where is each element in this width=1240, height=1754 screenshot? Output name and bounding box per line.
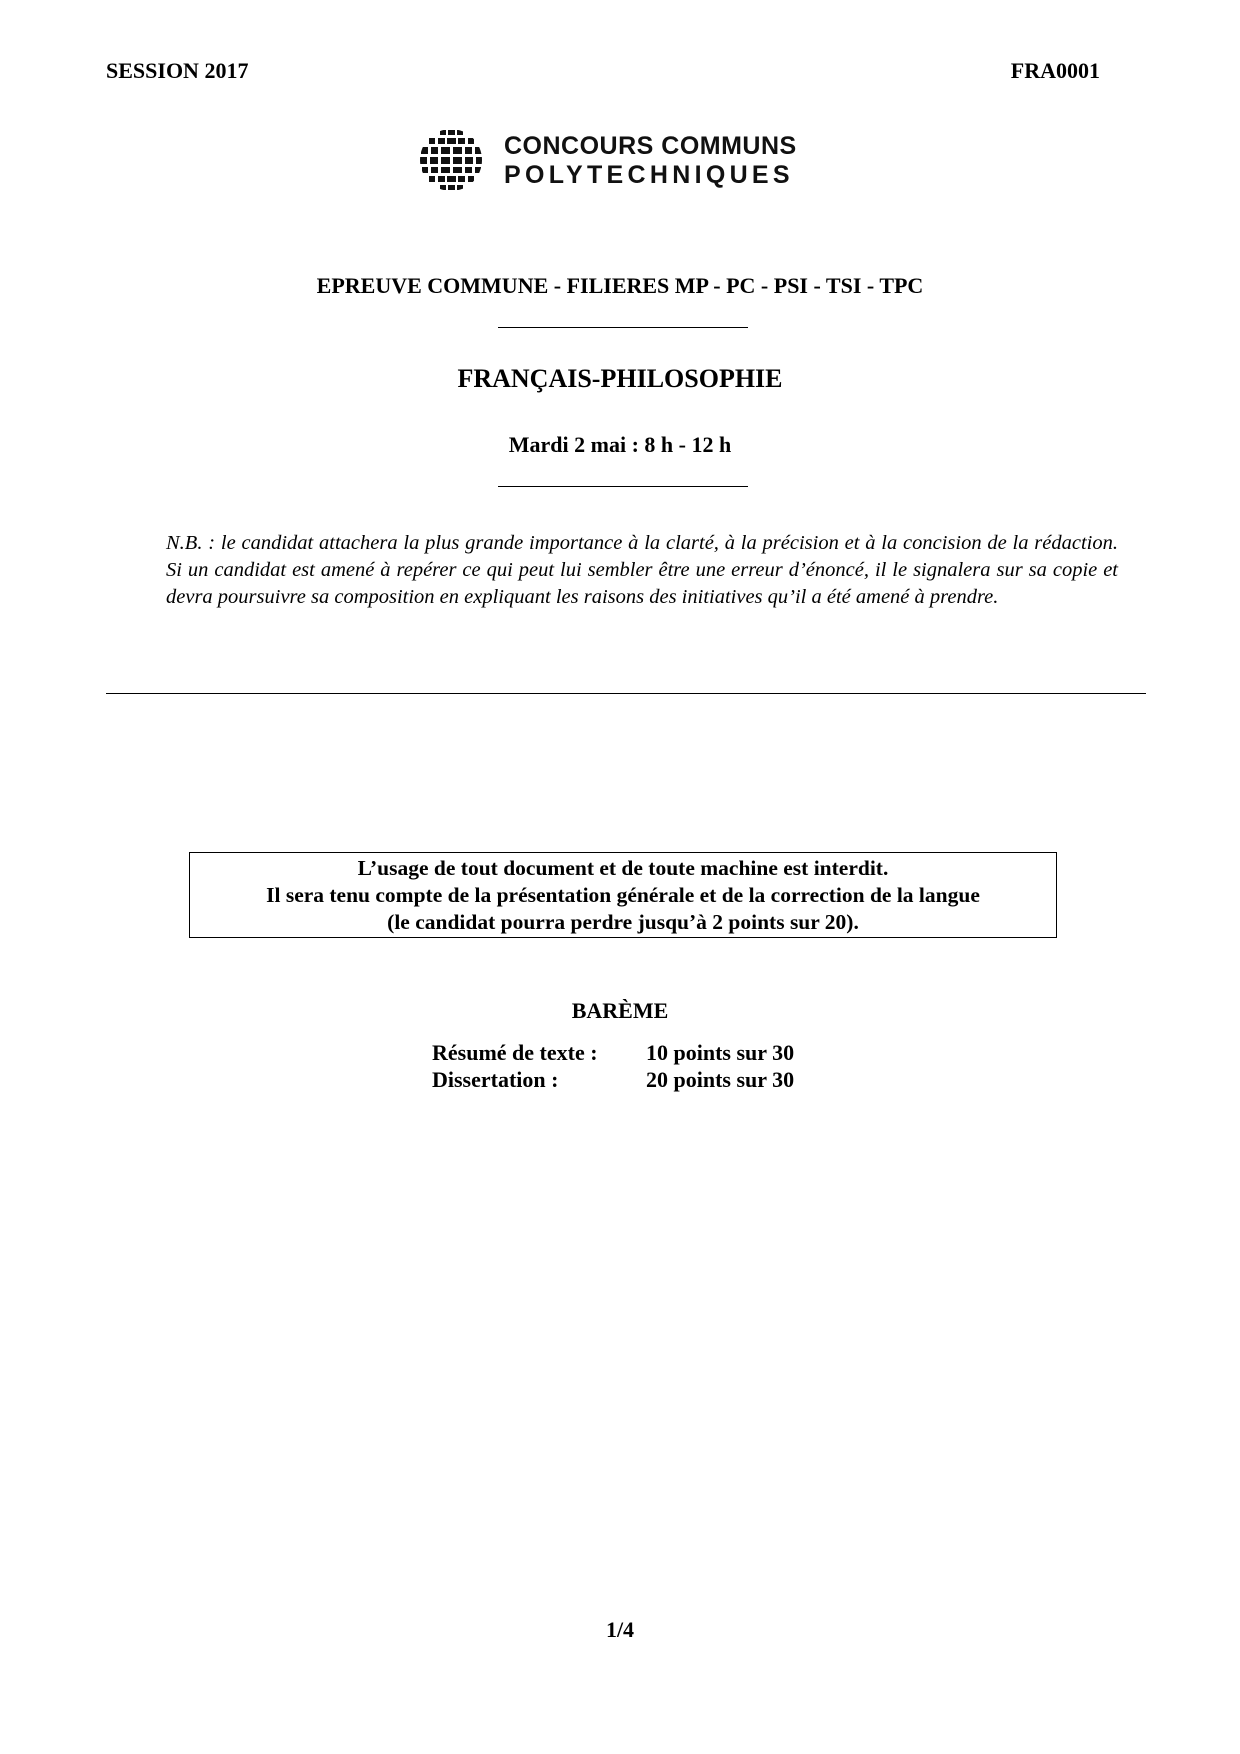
divider-short-1 (498, 327, 748, 328)
bareme-label: Dissertation : (432, 1067, 559, 1092)
bareme-value: 20 points sur 30 (646, 1067, 795, 1092)
rules-line-3: (le candidat pourra perdre jusqu’à 2 points sur 20). (387, 910, 859, 934)
bareme-value: 10 points sur 30 (646, 1040, 795, 1065)
rules-line-1: L’usage de tout document et de toute machine est interdit. (357, 856, 889, 880)
exam-datetime: Mardi 2 mai : 8 h - 12 h (508, 432, 732, 457)
bareme-heading: BARÈME (571, 998, 669, 1023)
logo-line-2: POLYTECHNIQUES (504, 161, 794, 189)
exam-code: FRA0001 (1010, 58, 1100, 83)
logo-line-1: CONCOURS COMMUNS (504, 132, 797, 160)
ccp-logo-mark-icon (418, 128, 484, 192)
page-number: 1/4 (605, 1617, 635, 1642)
session-label: SESSION 2017 (106, 58, 249, 83)
bareme-label: Résumé de texte : (432, 1040, 598, 1065)
divider-long (106, 693, 1146, 694)
exam-track-heading: EPREUVE COMMUNE - FILIERES MP - PC - PSI - TSI - TPC (316, 273, 924, 298)
ccp-logo (418, 128, 818, 192)
subject-title: FRANÇAIS-PHILOSOPHIE (457, 364, 783, 393)
rules-line-2: Il sera tenu compte de la présentation générale et de la correction de la langue (266, 883, 980, 907)
divider-short-2 (498, 486, 748, 487)
instructions-note: N.B. : le candidat attachera la plus grande importance à la clarté, à la précision et à la concision de la rédaction. Si un candidat est amené à repérer ce qui peut lui sembler être une erreur d’énoncé, il le signalera sur sa copie et devra poursuivre sa composition en expliquant les raisons des initiatives qu’il a été amené à prendre. (166, 532, 1118, 608)
rules-box (189, 852, 1057, 938)
